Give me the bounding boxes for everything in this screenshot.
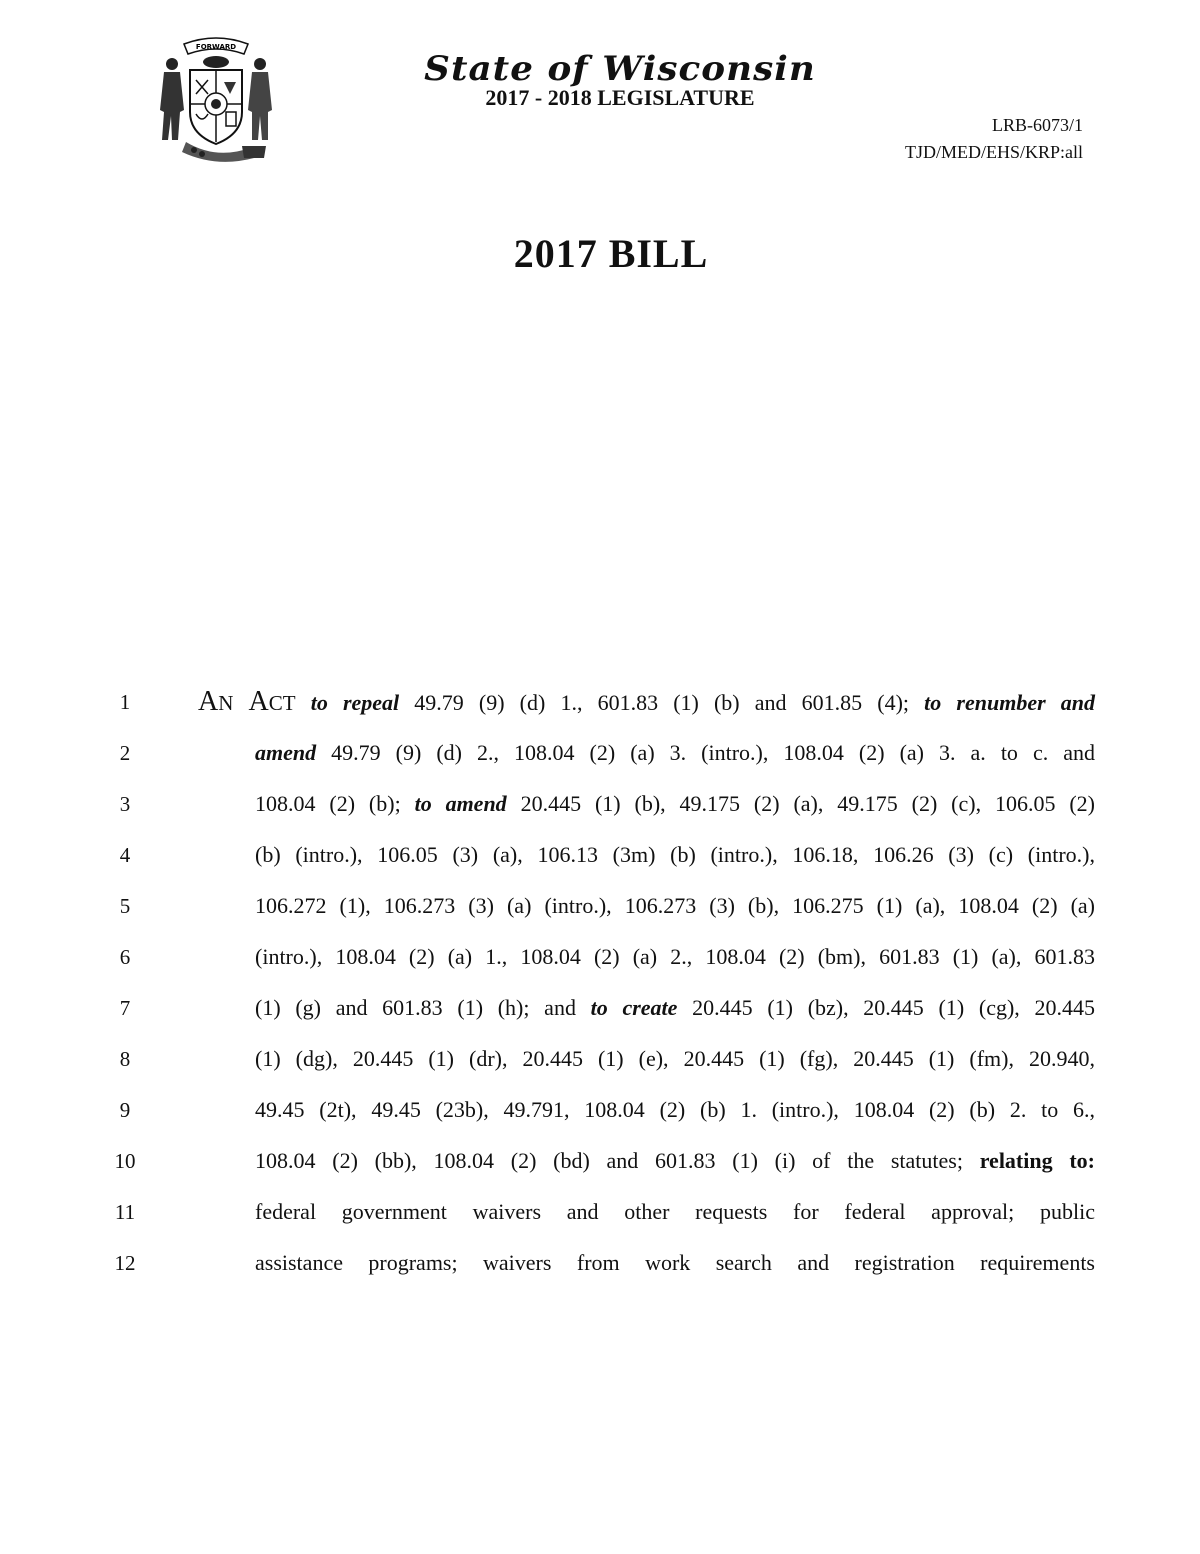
line-text: 49.45 (2t), 49.45 (23b), 49.791, 108.04 (2) (b) 1. (intro.), 108.04 (2) (b) 2. to 6., [255,1097,1095,1122]
line-text: (1) (dg), 20.445 (1) (dr), 20.445 (1) (e), 20.445 (1) (fg), 20.445 (1) (fm), 20.940, [255,1046,1095,1071]
keyword-create: to create [590,995,678,1020]
line-number: 9 [119,1098,131,1122]
bill-line [0,731,1200,782]
bill-line [0,935,1200,986]
bill-line [0,1139,1200,1190]
line-number: 10 [114,1149,136,1173]
seal-motto: FORWARD [195,43,237,51]
masthead [390,50,850,110]
line-text: (1) (g) and 601.83 (1) (h); and to create 20.445 (1) (bz), 20.445 (1) (cg), 20.445 [255,995,1095,1020]
line-number: 8 [119,1047,131,1071]
lrb-number: LRB-6073/1 [991,115,1083,135]
line-number: 3 [119,792,131,816]
line-text: federal government waivers and other requests for federal approval; public [255,1199,1095,1224]
bill-line [0,1241,1200,1292]
line-text: (intro.), 108.04 (2) (a) 1., 108.04 (2) (a) 2., 108.04 (2) (bm), 601.83 (1) (a), 601.83 [255,944,1095,969]
line-text: 108.04 (2) (b); to amend 20.445 (1) (b), 49.175 (2) (a), 49.175 (2) (c), 106.05 (2) [255,791,1095,816]
line-text: assistance programs; waivers from work search and registration requirements [255,1250,1095,1275]
line-number: 6 [119,945,131,969]
wisconsin-state-seal [146,30,286,170]
bill-line [0,1037,1200,1088]
line-text: 106.272 (1), 106.273 (3) (a) (intro.), 106.273 (3) (b), 106.275 (1) (a), 108.04 (2) (a) [255,893,1095,918]
bill-line [0,986,1200,1037]
keyword-renumber: to renumber and [924,690,1096,715]
line-text: AN ACT to repeal 49.79 (9) (d) 1., 601.83 (1) (b) and 601.85 (4); to renumber and [198,686,1096,717]
bill-line [0,1190,1200,1241]
legislature-session: 2017 - 2018 LEGISLATURE [485,85,755,110]
bill-text [0,680,1200,1292]
drafter-initials: TJD/MED/EHS/KRP:all [904,142,1083,162]
bill-line [0,782,1200,833]
keyword-repeal: to repeal [310,690,400,715]
bill-title: 2017 BILL [513,231,709,276]
lrb-reference [905,112,1083,166]
an-act-heading: AN ACT [198,686,296,717]
keyword-relating-to: relating to: [979,1148,1095,1173]
line-text: amend 49.79 (9) (d) 2., 108.04 (2) (a) 3. (intro.), 108.04 (2) (a) 3. a. to c. and [255,740,1096,765]
line-number: 12 [114,1251,136,1275]
line-number: 11 [114,1200,136,1224]
line-number: 4 [119,843,131,867]
line-number: 7 [119,996,131,1020]
state-title: State of Wisconsin [424,49,816,89]
bill-line [0,680,1200,731]
bill-line [0,1088,1200,1139]
line-number: 5 [119,894,131,918]
seal-icon [146,30,286,170]
line-number: 1 [119,690,131,714]
bill-line [0,884,1200,935]
bill-line [0,833,1200,884]
line-text: 108.04 (2) (bb), 108.04 (2) (bd) and 601.83 (1) (i) of the statutes; relating to: [255,1148,1095,1173]
keyword-amend: amend [255,740,317,765]
keyword-to-amend: to amend [414,791,507,816]
line-text: (b) (intro.), 106.05 (3) (a), 106.13 (3m) (b) (intro.), 106.18, 106.26 (3) (c) (intro.), [255,842,1095,867]
line-number: 2 [119,741,131,765]
